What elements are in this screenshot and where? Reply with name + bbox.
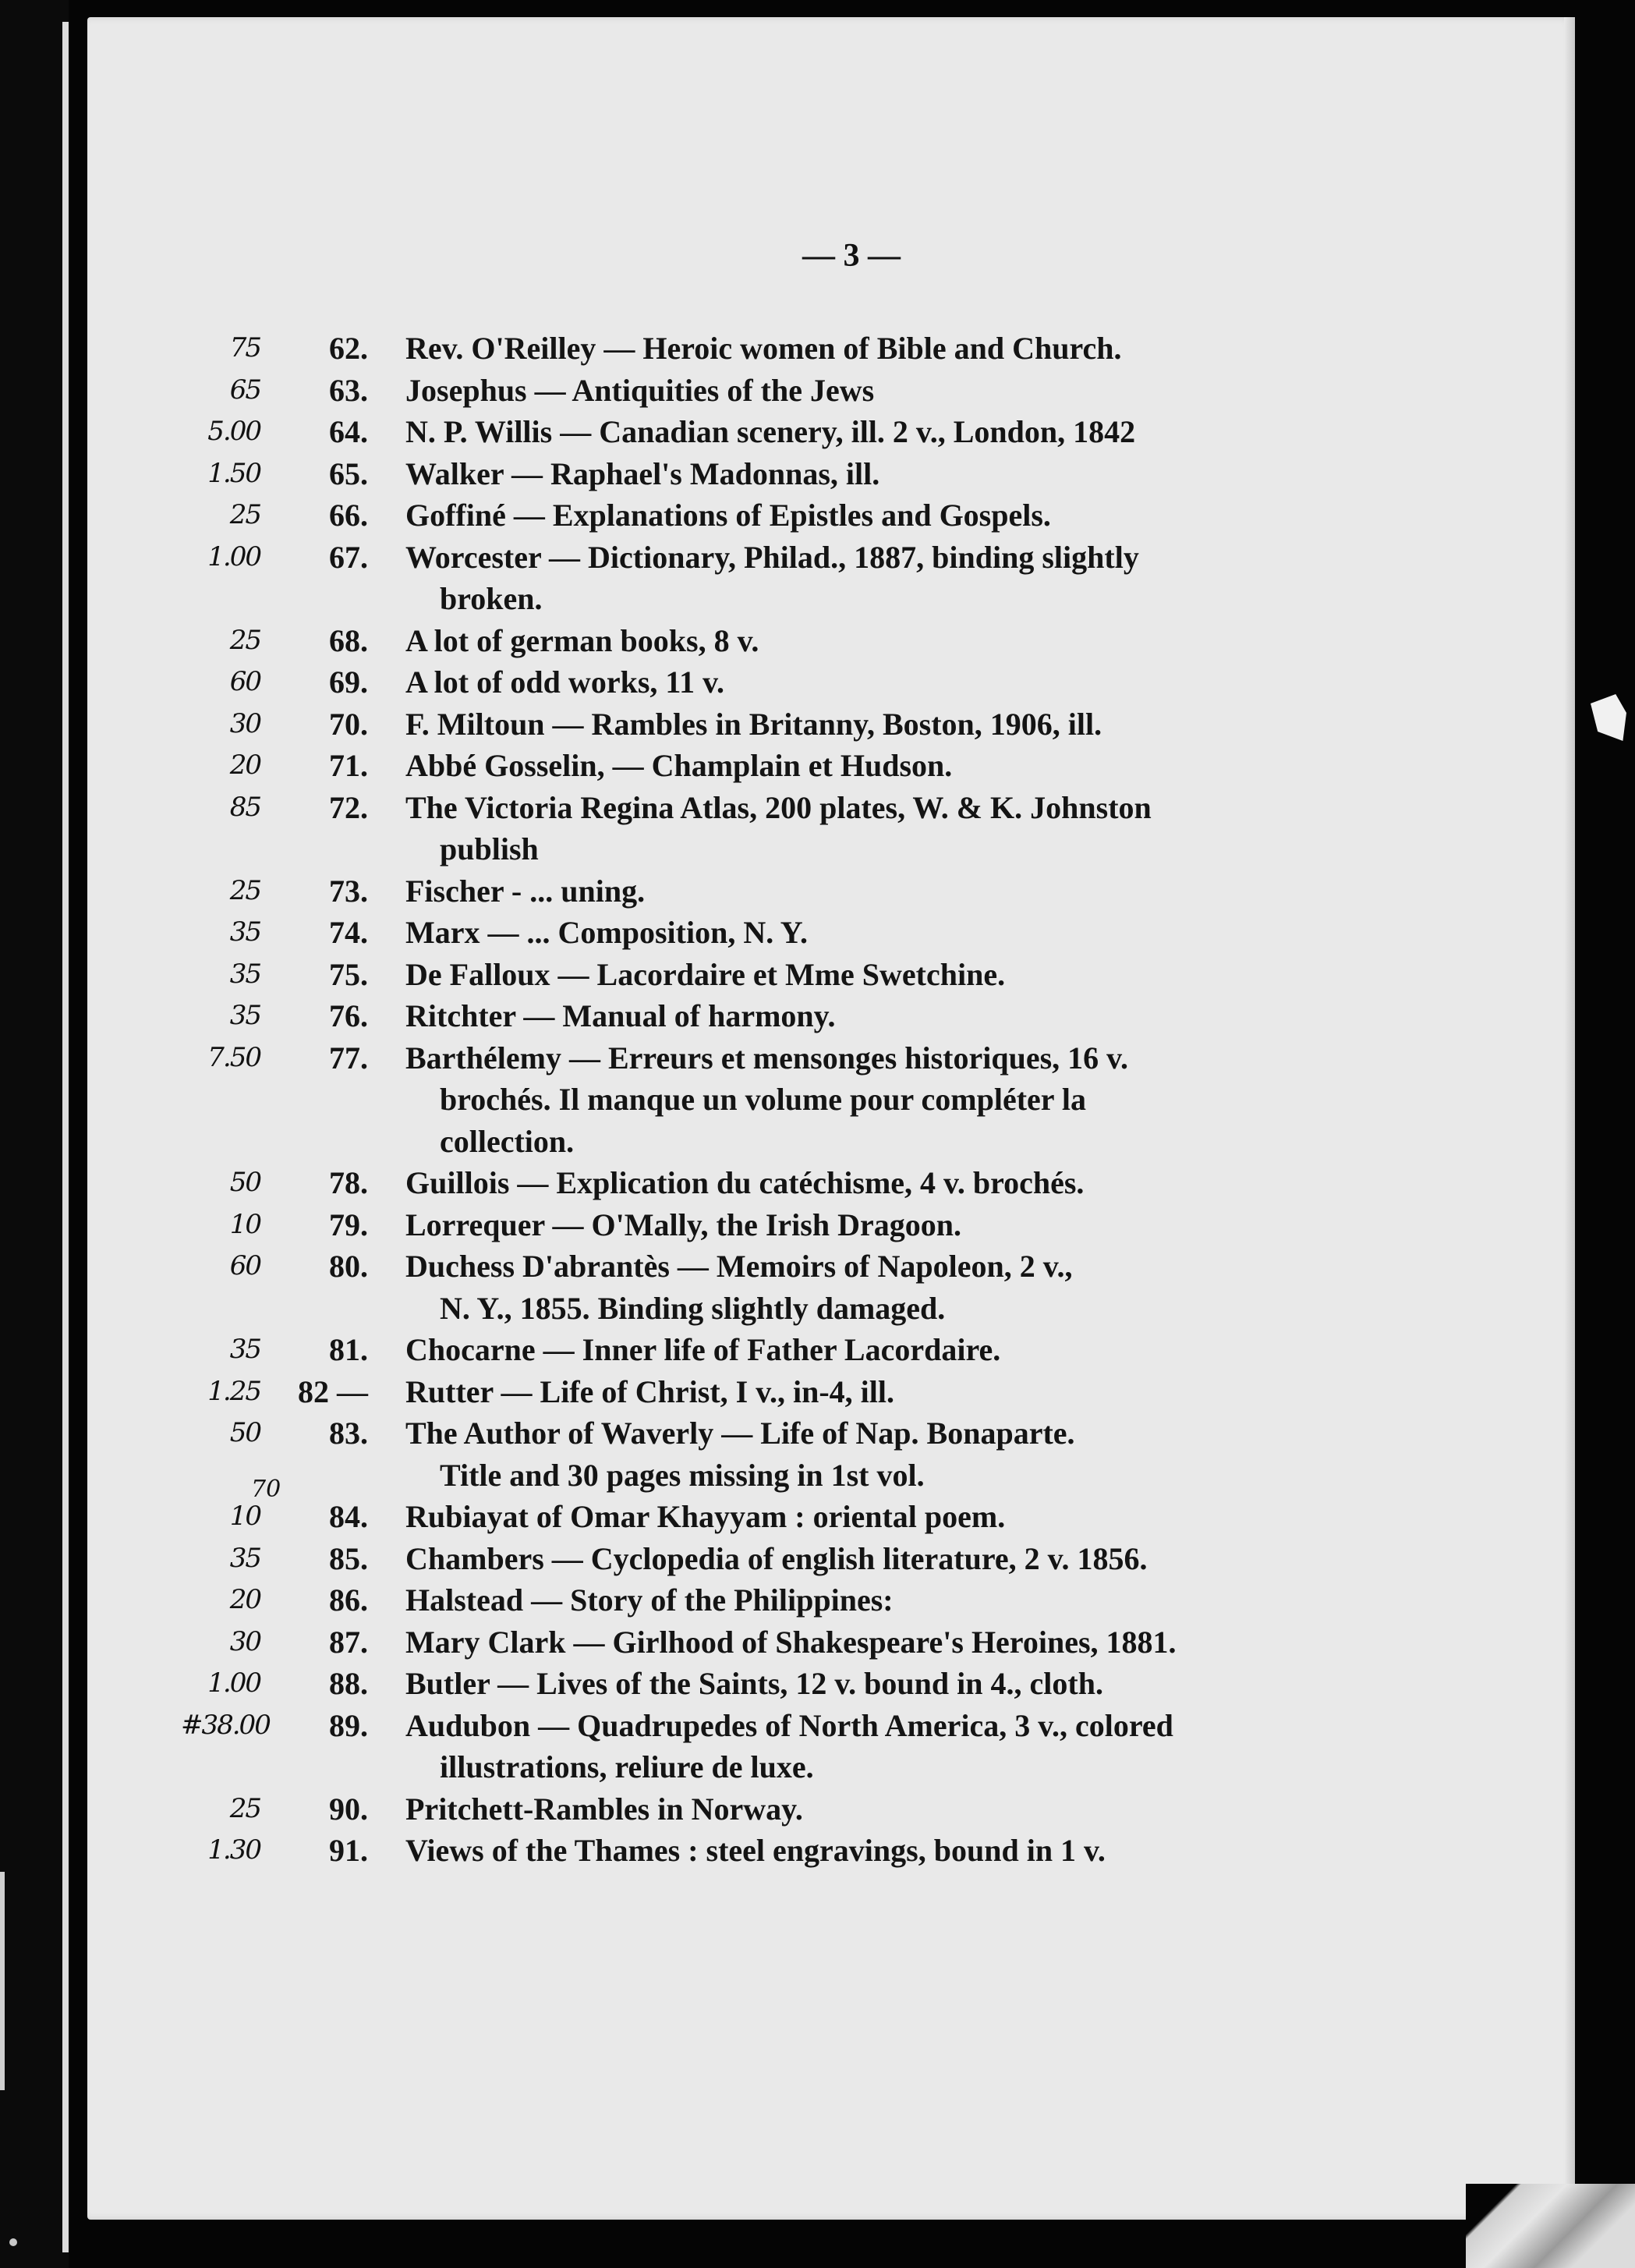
lot-number: 66.	[329, 498, 368, 533]
description-line: brochés. Il manque un volume pour compléter la	[440, 1082, 1086, 1117]
description-line: Chocarne — Inner life of Father Lacordaire.	[405, 1332, 1001, 1367]
description-line: Views of the Thames : steel engravings, bound in 1 v.	[405, 1833, 1106, 1868]
catalog-entry	[87, 787, 1575, 870]
catalog-entry	[87, 954, 1575, 996]
description-line: Rutter — Life of Christ, I v., in-4, ill.	[405, 1373, 895, 1409]
lot-number: 91.	[329, 1833, 368, 1868]
lot-description	[405, 1162, 1378, 1204]
lot-number: 88.	[329, 1666, 368, 1701]
lot-description	[405, 1496, 1378, 1538]
lot-description	[405, 870, 1378, 913]
lot-number: 76.	[329, 998, 368, 1033]
catalog-entry	[87, 1246, 1575, 1329]
handwritten-price: 50	[229, 1417, 260, 1448]
catalog-entry	[87, 995, 1575, 1037]
lot-description	[405, 494, 1378, 537]
handwritten-price: 35	[229, 958, 260, 990]
catalog-entry	[87, 328, 1575, 370]
catalog-page	[87, 17, 1575, 2220]
lot-number: 73.	[329, 873, 368, 909]
description-line: Marx — ... Composition, N. Y.	[405, 915, 808, 950]
description-line: Audubon — Quadrupedes of North America, 3 v., colored	[405, 1707, 1173, 1743]
scan-artifact-dot	[9, 2238, 17, 2246]
lot-description	[405, 411, 1378, 453]
description-line: Chambers — Cyclopedia of english literature, 2 v. 1856.	[405, 1540, 1148, 1576]
description-line: Ritchter — Manual of harmony.	[405, 998, 836, 1033]
catalog-entry	[87, 745, 1575, 787]
description-line: A lot of german books, 8 v.	[405, 622, 759, 658]
catalog-entry	[87, 1663, 1575, 1705]
handwritten-price: 85	[229, 791, 260, 823]
handwritten-price: 25	[229, 1792, 260, 1824]
description-line: Pritchett-Rambles in Norway.	[405, 1791, 803, 1827]
lot-number: 81.	[329, 1332, 368, 1367]
catalog-listing	[87, 328, 1575, 1872]
lot-number: 89.	[329, 1707, 368, 1743]
catalog-entry	[87, 870, 1575, 913]
description-line: The Victoria Regina Atlas, 200 plates, W. & K. Johnston	[405, 789, 1152, 825]
lot-number: 78.	[329, 1165, 368, 1200]
lot-number: 90.	[329, 1791, 368, 1827]
lot-number: 82 —	[298, 1373, 368, 1409]
lot-description	[405, 1538, 1378, 1580]
handwritten-price: 60	[229, 1250, 260, 1281]
lot-number: 75.	[329, 956, 368, 992]
catalog-entry	[87, 1579, 1575, 1621]
lot-description	[405, 745, 1378, 787]
paper-scrap	[1591, 694, 1626, 741]
lot-description	[405, 370, 1378, 412]
description-line: A lot of odd works, 11 v.	[405, 664, 724, 700]
description-line: Guillois — Explication du catéchisme, 4 v. brochés.	[405, 1165, 1085, 1200]
lot-number: 69.	[329, 664, 368, 700]
description-line: Worcester — Dictionary, Philad., 1887, binding slightly	[405, 539, 1139, 575]
lot-description	[405, 1621, 1378, 1664]
handwritten-price: 50	[229, 1167, 260, 1198]
description-line: Duchess D'abrantès — Memoirs of Napoleon, 2 v.,	[405, 1249, 1073, 1284]
handwritten-price: 1.00	[207, 1667, 260, 1699]
handwritten-side-mark: 70	[251, 1476, 281, 1503]
catalog-entry	[87, 453, 1575, 495]
lot-number: 65.	[329, 455, 368, 491]
handwritten-price: 75	[229, 332, 260, 363]
lot-description	[405, 1788, 1378, 1830]
lot-number: 85.	[329, 1540, 368, 1576]
handwritten-price: 7.50	[207, 1041, 260, 1073]
description-line: Rubiayat of Omar Khayyam : oriental poem.	[405, 1499, 1006, 1534]
lot-description	[405, 954, 1378, 996]
handwritten-price: 1.50	[207, 457, 260, 489]
lot-description	[405, 1830, 1378, 1872]
handwritten-price: 25	[229, 624, 260, 656]
lot-description	[405, 995, 1378, 1037]
lot-number: 83.	[329, 1416, 368, 1451]
description-line: Mary Clark — Girlhood of Shakespeare's Heroines, 1881.	[405, 1624, 1177, 1660]
lot-number: 68.	[329, 622, 368, 658]
lot-number: 72.	[329, 789, 368, 825]
lot-number: 84.	[329, 1499, 368, 1534]
page-number: — 3 —	[802, 238, 901, 274]
description-line: De Falloux — Lacordaire et Mme Swetchine.	[405, 956, 1006, 992]
lot-description	[405, 1037, 1378, 1163]
lot-description	[405, 1371, 1378, 1413]
lot-description	[405, 1204, 1378, 1246]
lot-description	[405, 328, 1378, 370]
handwritten-price: 25	[229, 499, 260, 530]
lot-number: 70.	[329, 706, 368, 742]
lot-description	[405, 1246, 1378, 1329]
handwritten-price: 1.25	[207, 1375, 260, 1407]
catalog-entry	[87, 1204, 1575, 1246]
catalog-entry	[87, 1705, 1575, 1788]
lot-number: 79.	[329, 1207, 368, 1242]
handwritten-price: 30	[229, 1625, 260, 1657]
previous-page-edge	[0, 0, 69, 2268]
handwritten-price: 5.00	[207, 416, 260, 447]
description-line: The Author of Waverly — Life of Nap. Bonaparte.	[405, 1416, 1075, 1451]
handwritten-price: 20	[229, 1584, 260, 1615]
handwritten-price: 35	[229, 1000, 260, 1031]
lot-description	[405, 787, 1378, 870]
handwritten-price: 10	[229, 1208, 260, 1240]
description-line: Josephus — Antiquities of the Jews	[405, 372, 875, 408]
description-line: Abbé Gosselin, — Champlain et Hudson.	[405, 748, 953, 783]
handwritten-price: 35	[229, 916, 260, 948]
page-edge-mark	[0, 1872, 5, 2090]
handwritten-price: 20	[229, 750, 260, 781]
lot-number: 80.	[329, 1249, 368, 1284]
handwritten-price: 35	[229, 1542, 260, 1574]
lot-description	[405, 1705, 1378, 1788]
catalog-entry	[87, 1621, 1575, 1664]
catalog-entry	[87, 370, 1575, 412]
description-line: Butler — Lives of the Saints, 12 v. bound in 4., cloth.	[405, 1666, 1103, 1701]
catalog-entry	[87, 661, 1575, 703]
catalog-entry	[87, 1788, 1575, 1830]
catalog-entry	[87, 912, 1575, 954]
description-line: collection.	[440, 1123, 575, 1159]
catalog-entry	[87, 1538, 1575, 1580]
catalog-entry	[87, 1329, 1575, 1371]
catalog-entry	[87, 703, 1575, 746]
description-line: Walker — Raphael's Madonnas, ill.	[405, 455, 880, 491]
lot-number: 62.	[329, 331, 368, 366]
lot-description	[405, 912, 1378, 954]
catalog-entry	[87, 1371, 1575, 1413]
lot-description	[405, 1329, 1378, 1371]
lot-description	[405, 1663, 1378, 1705]
torn-corner	[1466, 2184, 1635, 2268]
page-edge-line	[62, 22, 69, 2252]
description-line: N. P. Willis — Canadian scenery, ill. 2 v., London, 1842	[405, 414, 1136, 449]
description-line: Fischer - ... uning.	[405, 873, 646, 909]
lot-description	[405, 453, 1378, 495]
lot-number: 71.	[329, 748, 368, 783]
handwritten-price: 10	[229, 1501, 260, 1532]
lot-number: 74.	[329, 915, 368, 950]
handwritten-price: 1.00	[207, 540, 260, 572]
handwritten-price: 65	[229, 374, 260, 406]
handwritten-price: 60	[229, 666, 260, 697]
lot-description	[405, 1412, 1378, 1496]
lot-number: 64.	[329, 414, 368, 449]
description-line: Halstead — Story of the Philippines:	[405, 1582, 894, 1618]
description-line: Title and 30 pages missing in 1st vol.	[440, 1457, 925, 1493]
handwritten-price: 30	[229, 707, 260, 739]
lot-number: 87.	[329, 1624, 368, 1660]
description-line: F. Miltoun — Rambles in Britanny, Boston, 1906, ill.	[405, 706, 1102, 742]
catalog-entry	[87, 494, 1575, 537]
catalog-entry	[87, 620, 1575, 662]
description-line: Barthélemy — Erreurs et mensonges historiques, 16 v.	[405, 1040, 1128, 1076]
lot-number: 77.	[329, 1040, 368, 1076]
handwritten-price: 25	[229, 874, 260, 906]
description-line: Lorrequer — O'Mally, the Irish Dragoon.	[405, 1207, 961, 1242]
description-line: illustrations, reliure de luxe.	[440, 1749, 814, 1784]
description-line: N. Y., 1855. Binding slightly damaged.	[440, 1290, 946, 1326]
description-line: publish	[440, 831, 539, 866]
lot-description	[405, 537, 1378, 620]
description-line: Goffiné — Explanations of Epistles and Gospels.	[405, 498, 1051, 533]
catalog-entry	[87, 1037, 1575, 1163]
lot-description	[405, 703, 1378, 746]
handwritten-price: 1.30	[207, 1834, 260, 1866]
description-line: Rev. O'Reilley — Heroic women of Bible and Church.	[405, 331, 1122, 366]
lot-number: 86.	[329, 1582, 368, 1618]
handwritten-price: 35	[229, 1334, 260, 1365]
catalog-entry	[87, 1496, 1575, 1538]
catalog-entry	[87, 411, 1575, 453]
description-line: broken.	[440, 581, 543, 616]
catalog-entry	[87, 1830, 1575, 1872]
lot-description	[405, 620, 1378, 662]
catalog-entry	[87, 537, 1575, 620]
lot-description	[405, 661, 1378, 703]
handwritten-price: #38.00	[181, 1709, 270, 1741]
catalog-entry	[87, 1162, 1575, 1204]
lot-number: 63.	[329, 372, 368, 408]
catalog-entry	[87, 1412, 1575, 1496]
lot-number: 67.	[329, 539, 368, 575]
lot-description	[405, 1579, 1378, 1621]
